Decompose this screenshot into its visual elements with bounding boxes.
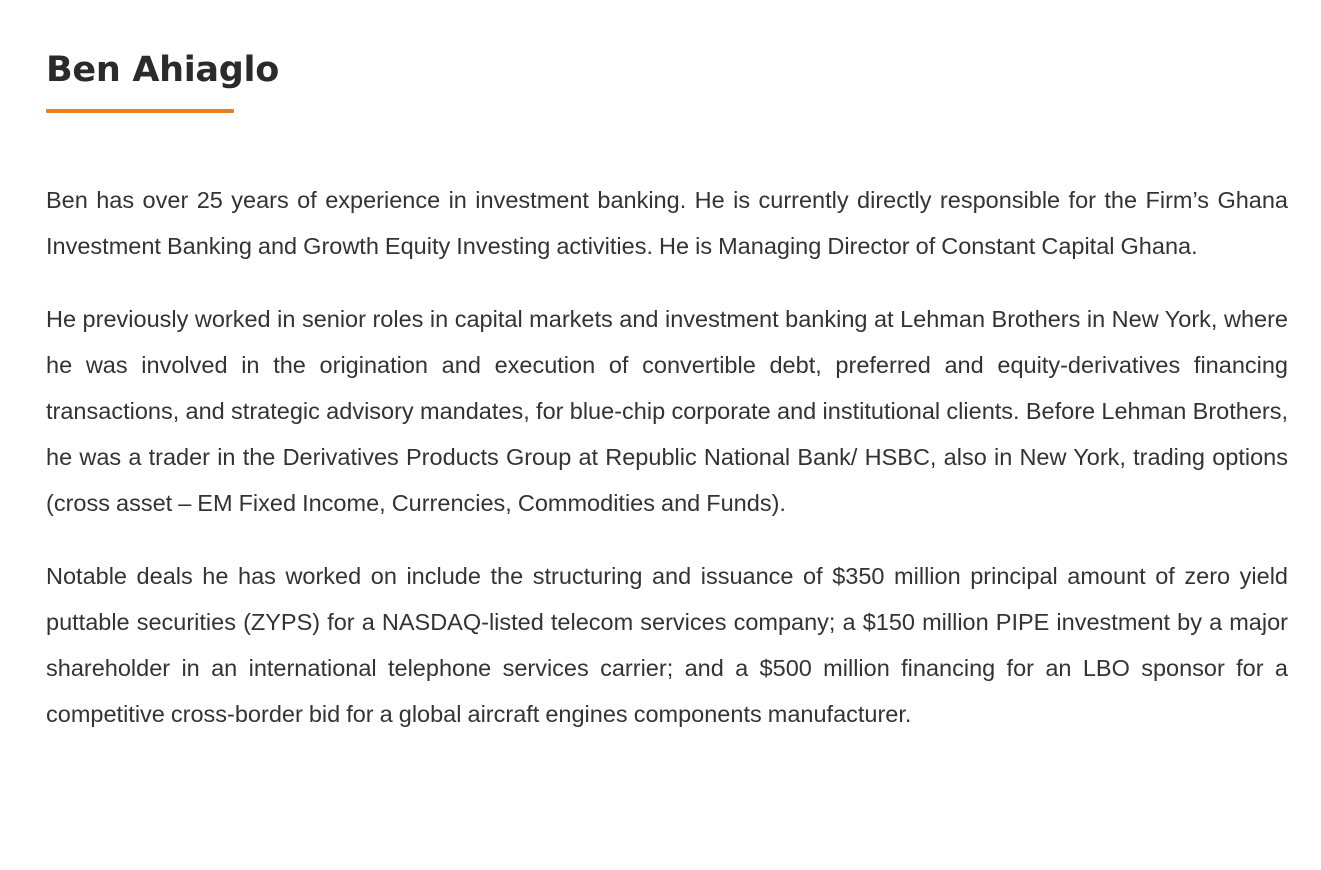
bio-paragraph-previous-roles: He previously worked in senior roles in capital markets and investment banking at Lehman Brothers in New York, where he was involved in the origination and execution of convertible debt, preferred and equity-derivatives financing transactions, and strategic advisory mandates, for blue-chip corporate and institutional clients. Before Lehman Brothers, he was a trader in the Derivatives Products Group at Republic National Bank/ HSBC, also in New York, trading options (cross asset – EM Fixed Income, Currencies, Commodities and Funds). bbox=[46, 306, 1288, 516]
page-title: Ben Ahiaglo bbox=[46, 50, 279, 90]
bio-paragraph-notable-deals: Notable deals he has worked on include the structuring and issuance of $350 million principal amount of zero yield puttable securities (ZYPS) for a NASDAQ-listed telecom services company; a $150 million PIPE investment by a major shareholder in an international telephone services carrier; and a $500 million financing for an LBO sponsor for a competitive cross-border bid for a global aircraft engines components manufacturer. bbox=[46, 563, 1288, 727]
bio-paragraph-experience: Ben has over 25 years of experience in investment banking. He is currently directly responsible for the Firm’s Ghana Investment Banking and Growth Equity Investing activities. He is Managing Director of Constant Capital Ghana. bbox=[46, 187, 1288, 259]
bio-section bbox=[46, 44, 1288, 764]
title-underline-divider bbox=[46, 109, 234, 113]
bio-body bbox=[46, 177, 1288, 737]
